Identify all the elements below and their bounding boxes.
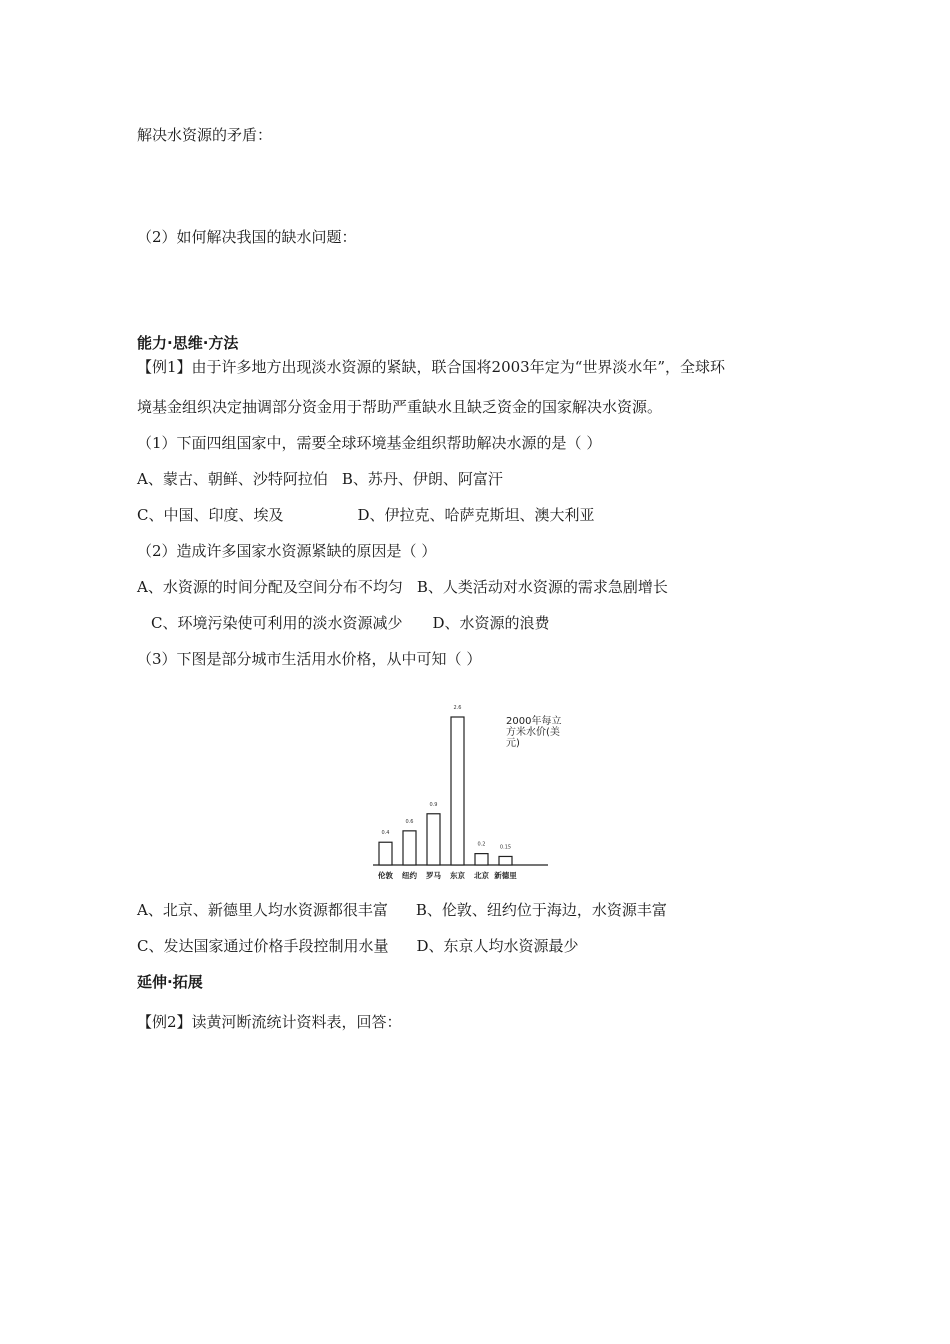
q1-option-c: C、中国、印度、埃及 bbox=[137, 506, 284, 524]
q3-options-cd bbox=[137, 936, 579, 956]
chart-legend-line-2: 元) bbox=[506, 738, 520, 749]
example-1-question-2: （2）造成许多国家水资源紧缺的原因是（ ） bbox=[137, 542, 437, 560]
tick-label-2: 罗马 bbox=[426, 871, 441, 880]
q2-option-a: A、水资源的时间分配及空间分布不均匀 bbox=[137, 578, 403, 596]
example-2-prompt: 【例2】读黄河断流统计资料表，回答： bbox=[137, 1013, 402, 1031]
tick-label-0: 伦敦 bbox=[378, 871, 393, 880]
q2-option-d: D、水资源的浪费 bbox=[432, 614, 550, 632]
question-2-china-water: （2）如何解决我国的缺水问题： bbox=[137, 228, 357, 246]
q3-options-ab bbox=[137, 900, 667, 920]
q3-option-b: B、伦敦、纽约位于海边，水资源丰富 bbox=[415, 901, 667, 919]
bar-2 bbox=[427, 814, 440, 865]
example-1-question-3: （3）下图是部分城市生活用水价格，从中可知（ ） bbox=[137, 650, 482, 668]
example-1-question-1: （1）下面四组国家中，需要全球环境基金组织帮助解决水源的是（ ） bbox=[137, 434, 602, 452]
q3-option-c: C、发达国家通过价格手段控制用水量 bbox=[137, 937, 389, 955]
bar-5 bbox=[499, 856, 512, 865]
data-label-1: 0.6 bbox=[405, 818, 414, 825]
q3-option-a: A、北京、新德里人均水资源都很丰富 bbox=[137, 901, 388, 919]
q2-options-ab bbox=[137, 577, 668, 597]
tick-label-3: 东京 bbox=[450, 871, 465, 880]
section-heading-ability: 能力·思维·方法 bbox=[137, 334, 239, 352]
example-1-line-1: 【例1】由于许多地方出现淡水资源的紧缺，联合国将2003年定为“世界淡水年”，全球环 bbox=[137, 358, 726, 376]
q1-option-b: B、苏丹、伊朗、阿富汗 bbox=[341, 470, 503, 488]
q2-option-b: B、人类活动对水资源的需求急剧增长 bbox=[416, 578, 668, 596]
q1-options-cd bbox=[137, 505, 595, 525]
q1-option-a: A、蒙古、朝鲜、沙特阿拉伯 bbox=[137, 470, 328, 488]
q2-option-c: C、环境污染使可利用的淡水资源减少 bbox=[151, 614, 403, 632]
example-1-line-2: 境基金组织决定抽调部分资金用于帮助严重缺水且缺乏资金的国家解决水资源。 bbox=[137, 398, 663, 416]
water-price-chart bbox=[368, 705, 562, 885]
q1-options-ab bbox=[137, 469, 503, 489]
q2-options-cd bbox=[151, 613, 550, 633]
q3-option-d: D、东京人均水资源最少 bbox=[416, 937, 579, 955]
data-label-2: 0.9 bbox=[429, 801, 438, 808]
tick-label-4: 北京 bbox=[474, 871, 489, 880]
section-heading-extension: 延伸·拓展 bbox=[137, 973, 203, 991]
bar-4 bbox=[475, 854, 488, 865]
tick-label-5: 新德里 bbox=[494, 871, 517, 880]
chart-legend-line-1: 方米水价(美 bbox=[506, 727, 560, 738]
bar-1 bbox=[403, 831, 416, 865]
bar-3 bbox=[451, 717, 464, 865]
data-label-0: 0.4 bbox=[381, 830, 390, 837]
data-label-4: 0.2 bbox=[477, 841, 486, 848]
water-price-bar-chart bbox=[368, 705, 562, 885]
chart-legend-line-0: 2000年每立 bbox=[506, 716, 562, 727]
bar-0 bbox=[379, 842, 392, 865]
data-label-3: 2.6 bbox=[453, 705, 462, 711]
data-label-5: 0.15 bbox=[499, 844, 512, 851]
tick-label-1: 纽约 bbox=[402, 871, 417, 880]
resolve-conflict-prompt: 解决水资源的矛盾： bbox=[137, 126, 273, 144]
q1-option-d: D、伊拉克、哈萨克斯坦、澳大利亚 bbox=[357, 506, 595, 524]
